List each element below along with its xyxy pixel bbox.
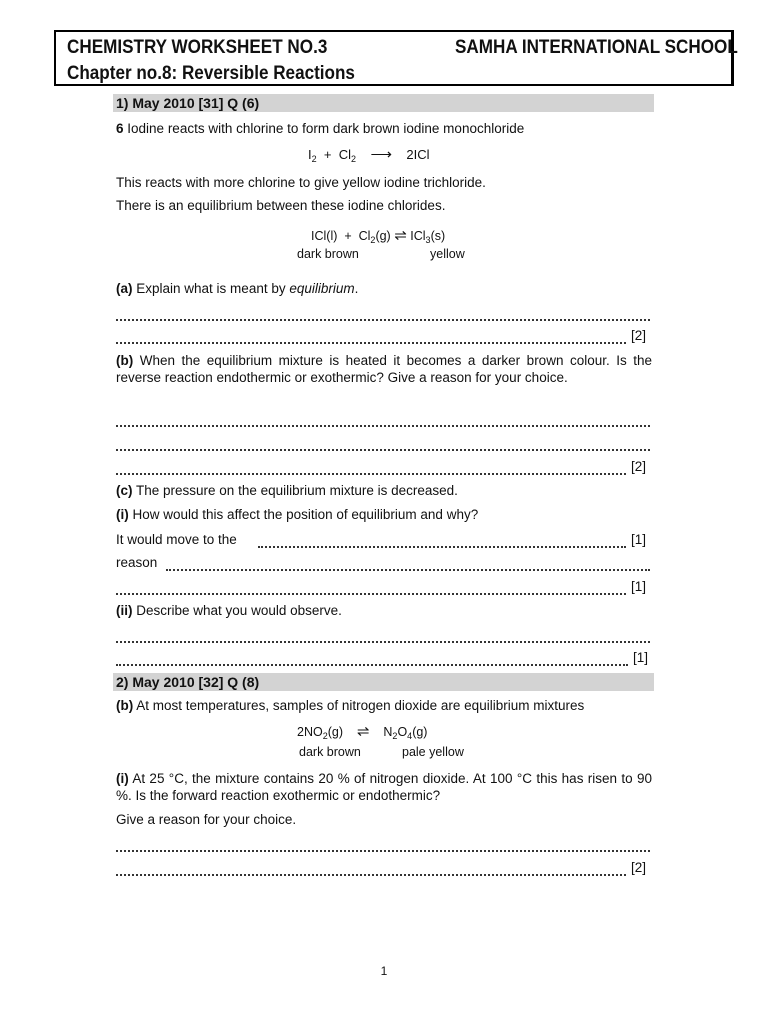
q1a-marks: [2] <box>631 328 647 343</box>
eq2-right-state: (s) <box>430 229 446 243</box>
answer-line[interactable] <box>116 650 628 666</box>
q2-i-label: (i) <box>116 771 129 786</box>
eq2-mid: Cl <box>358 229 371 243</box>
move-label: It would move to the <box>116 532 237 547</box>
q1c-i-prompt <box>116 507 478 523</box>
answer-line[interactable] <box>166 555 650 571</box>
eq1-plus: + <box>323 147 332 162</box>
answer-line[interactable] <box>116 435 650 451</box>
q2-i-prompt <box>116 771 652 804</box>
eq2-mid-sub: 2 <box>370 235 376 245</box>
eq2-arrow: ⇌ <box>394 227 407 244</box>
q1c-ii-text: Describe what you would observe. <box>136 603 342 618</box>
section-heading-1: 1) May 2010 [31] Q (6) <box>113 94 654 112</box>
q2b-prompt <box>116 698 584 714</box>
q1b-text: When the equilibrium mixture is heated it becomes a darker brown colour. Is the reverse reaction endothermic or exothermic? Give a reason for your choice. <box>116 353 652 385</box>
answer-line[interactable] <box>116 836 650 852</box>
q1b-marks: [2] <box>631 459 647 474</box>
q1b-prompt <box>116 353 652 386</box>
q1a-label: (a) <box>116 281 133 296</box>
worksheet-title: CHEMISTRY WORKSHEET NO.3 <box>67 37 328 58</box>
answer-line[interactable] <box>116 627 650 643</box>
answer-line[interactable] <box>116 579 626 595</box>
eq3-left-state: (g) <box>327 725 343 739</box>
q1-intro-text: Iodine reacts with chlorine to form dark brown iodine monochloride <box>127 121 525 136</box>
q1-line-2: This reacts with more chlorine to give yellow iodine trichloride. <box>116 175 486 190</box>
question-number: 6 <box>116 121 124 136</box>
q2b-text: At most temperatures, samples of nitrogen dioxide are equilibrium mixtures <box>136 698 585 713</box>
answer-line[interactable] <box>116 860 626 876</box>
q1c-ii-prompt <box>116 603 342 619</box>
eq2-left-label: dark brown <box>297 247 359 261</box>
chapter-title: Chapter no.8: Reversible Reactions <box>67 63 355 84</box>
eq2-right: ICl <box>410 229 426 243</box>
q1c-ii-marks: [1] <box>633 650 649 665</box>
q1a-text: Explain what is meant by <box>136 281 286 296</box>
eq3-left-label: dark brown <box>299 745 361 759</box>
q1a-italic: equilibrium <box>289 281 355 296</box>
q1-intro <box>116 121 524 137</box>
eq2-left: ICl(l) <box>311 229 338 243</box>
equation-1 <box>308 147 430 167</box>
q1c-text: The pressure on the equilibrium mixture is decreased. <box>136 483 458 498</box>
page-number: 1 <box>380 964 388 978</box>
worksheet-header <box>54 30 738 86</box>
answer-line[interactable] <box>116 328 626 344</box>
eq1-reactant-2: Cl <box>338 147 351 162</box>
school-name: SAMHA INTERNATIONAL SCHOOL <box>455 37 738 58</box>
eq3-arrow: ⇌ <box>356 723 370 740</box>
q1b-label: (b) <box>116 353 134 368</box>
q1a-end: . <box>354 281 359 296</box>
answer-line[interactable] <box>116 459 626 475</box>
q1c-prompt <box>116 483 458 499</box>
eq3-right-sub-2: 4 <box>407 731 413 741</box>
eq1-arrow: ⟶ <box>370 146 392 163</box>
reason-label: reason <box>116 555 158 570</box>
q1-line-3: There is an equilibrium between these iodine chlorides. <box>116 198 446 213</box>
eq3-right-state: (g) <box>412 725 428 739</box>
section-heading-2: 2) May 2010 [32] Q (8) <box>113 673 654 691</box>
q1c-label: (c) <box>116 483 133 498</box>
eq3-left: 2NO <box>297 725 323 739</box>
q1c-i-reason-marks: [1] <box>631 579 647 594</box>
eq3-right: N <box>383 725 393 739</box>
eq1-reactant-1-sub: 2 <box>311 154 317 164</box>
q1a-prompt <box>116 281 358 297</box>
q1c-ii-label: (ii) <box>116 603 133 618</box>
q2-i-text: At 25 °C, the mixture contains 20 % of nitrogen dioxide. At 100 °C this has risen to 90 %. Is the forward reaction exothermic or endothermic? <box>116 771 652 803</box>
eq3-left-sub: 2 <box>322 731 328 741</box>
q1c-i-text: How would this affect the position of equilibrium and why? <box>132 507 479 522</box>
q2-reason-prompt: Give a reason for your choice. <box>116 812 297 827</box>
equation-3 <box>297 724 427 744</box>
answer-line[interactable] <box>116 305 650 321</box>
eq2-mid-state: (g) <box>375 229 391 243</box>
eq1-product: 2ICl <box>406 147 430 162</box>
eq2-right-sub: 3 <box>425 235 431 245</box>
q2b-label: (b) <box>116 698 134 713</box>
eq2-right-label: yellow <box>430 247 465 261</box>
q1c-i-label: (i) <box>116 507 129 522</box>
equation-2 <box>311 228 445 248</box>
eq2-plus: + <box>344 229 352 243</box>
eq1-reactant-2-sub: 2 <box>350 154 356 164</box>
answer-line[interactable] <box>116 411 650 427</box>
eq3-right-sub-1: 2 <box>392 731 398 741</box>
q1c-i-move-marks: [1] <box>631 532 647 547</box>
eq3-right-label: pale yellow <box>402 745 464 759</box>
eq3-right-mid: O <box>397 725 408 739</box>
q2-marks: [2] <box>631 860 647 875</box>
answer-line[interactable] <box>258 532 626 548</box>
eq1-reactant-1: I <box>308 147 312 162</box>
